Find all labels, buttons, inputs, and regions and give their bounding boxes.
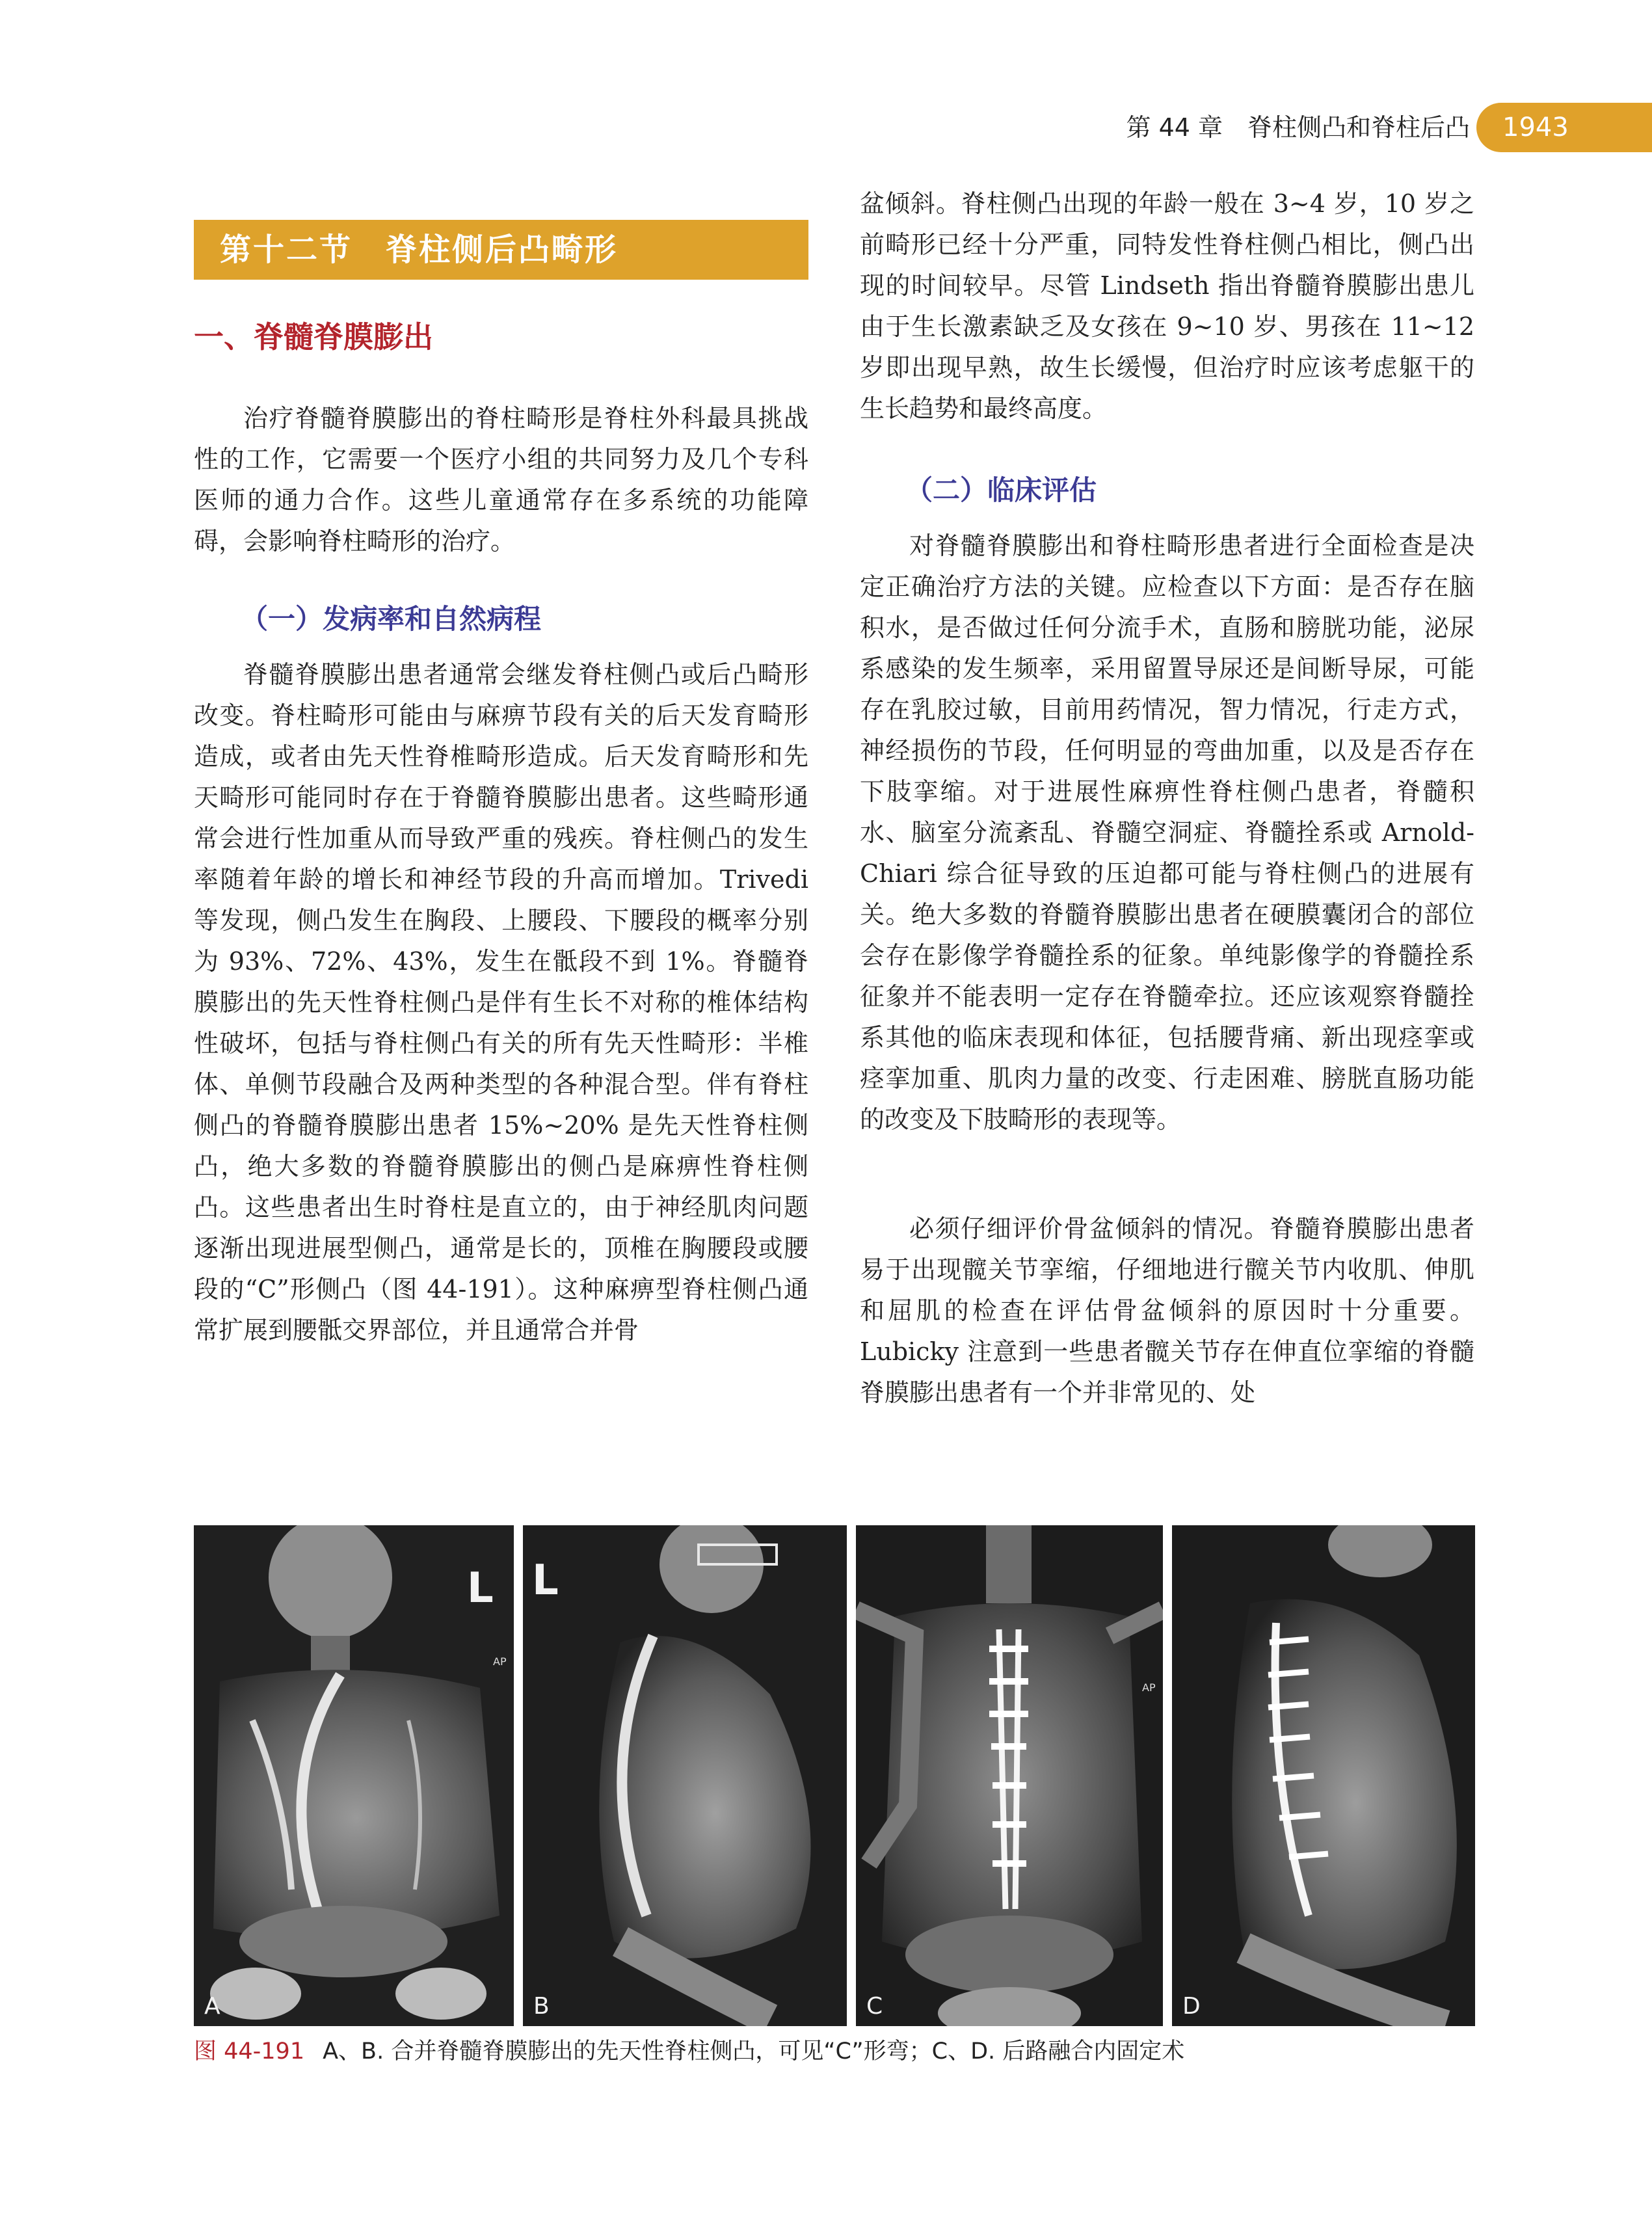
xray-panel-b	[523, 1525, 847, 2026]
side-marker-b: L	[532, 1556, 559, 1605]
page-number-tab	[1476, 103, 1652, 152]
caption-label: 图 44-191	[194, 2038, 305, 2064]
paragraph-incidence: 脊髓脊膜膨出患者通常会继发脊柱侧凸或后凸畸形改变。脊柱畸形可能由与麻痹节段有关的后天发育畸形造成，或者由先天性脊椎畸形造成。后天发育畸形和先天畸形可能同时存在于脊髓脊膜膨出患者。这些畸形通常会进行性加重从而导致严重的残疾。脊柱侧凸的发生率随着年龄的增长和神经节段的升高而增加。Trivedi 等发现，侧凸发生在胸段、上腰段、下腰段的概率分别为 93%、72%、43%，发生在骶段不到 1%。脊髓脊膜膨出的先天性脊柱侧凸是伴有生长不对称的椎体结构性破坏，包括与脊柱侧凸有关的所有先天性畸形：半椎体、单侧节段融合及两种类型的各种混合型。伴有脊柱侧凸的脊髓脊膜膨出患者 15%~20% 是先天性脊柱侧凸，绝大多数的脊髓脊膜膨出的侧凸是麻痹性脊柱侧凸。这些患者出生时脊柱是直立的，由于神经肌肉问题逐渐出现进展型侧凸，通常是长的，顶椎在胸腰段或腰段的“C”形侧凸（图 44-191）。这种麻痹型脊柱侧凸通常扩展到腰骶交界部位，并且通常合并骨	[194, 660, 808, 1344]
section-title-bar	[194, 220, 808, 280]
side-marker-a: L	[467, 1564, 494, 1612]
running-header-chapter: 第 44 章 脊柱侧凸和脊柱后凸	[1126, 113, 1470, 142]
view-label-a: AP	[493, 1655, 507, 1668]
subheading-clinical-evaluation: （二）临床评估	[905, 474, 1097, 506]
caption-text: A、B. 合并脊髓脊膜膨出的先天性脊柱侧凸，可见“C”形弯；C、D. 后路融合内固定术	[323, 2038, 1185, 2064]
subheading-incidence: （一）发病率和自然病程	[241, 603, 542, 635]
xray-panel-c	[856, 1525, 1163, 2026]
paragraph-continuation: 盆倾斜。脊柱侧凸出现的年龄一般在 3~4 岁，10 岁之前畸形已经十分严重，同特发性脊柱侧凸相比，侧凸出现的时间较早。尽管 Lindseth 指出脊髓脊膜膨出患儿由于生长激素缺乏及女孩在 9~10 岁、男孩在 11~12 岁即出现早熟，故生长缓慢，但治疗时应该考虑躯干的生长趋势和最终高度。	[860, 189, 1474, 423]
xray-image-c	[856, 1525, 1163, 2026]
view-label-c: AP	[1142, 1681, 1156, 1694]
panel-letter-b: B	[533, 1993, 550, 2020]
panel-letter-a: A	[204, 1993, 220, 2020]
xray-image-a	[194, 1525, 514, 2026]
paragraph-clinical-evaluation: 对脊髓脊膜膨出和脊柱畸形患者进行全面检查是决定正确治疗方法的关键。应检查以下方面：是否存在脑积水，是否做过任何分流手术，直肠和膀胱功能，泌尿系感染的发生频率，采用留置导尿还是间断导尿，可能存在乳胶过敏，目前用药情况，智力情况，行走方式，神经损伤的节段，任何明显的弯曲加重，以及是否存在下肢挛缩。对于进展性麻痹性脊柱侧凸患者，脊髓积水、脑室分流紊乱、脊髓空洞症、脊髓拴系或 Arnold-Chiari 综合征导致的压迫都可能与脊柱侧凸的进展有关。绝大多数的脊髓脊膜膨出患者在硬膜囊闭合的部位会存在影像学脊髓拴系的征象。单纯影像学的脊髓拴系征象并不能表明一定存在脊髓牵拉。还应该观察脊髓拴系其他的临床表现和体征，包括腰背痛、新出现痉挛或痉挛加重、肌肉力量的改变、行走困难、膀胱直肠功能的改变及下肢畸形的表现等。	[860, 531, 1474, 1134]
fixation-rod-right	[1015, 1629, 1019, 1909]
xray-image-d	[1172, 1525, 1475, 2026]
panel-letter-c: C	[866, 1993, 883, 2020]
xray-panel-d	[1172, 1525, 1475, 2026]
page-number: 1943	[1502, 113, 1569, 142]
figure-caption	[194, 2035, 1475, 2068]
torso-shape	[213, 1670, 500, 1939]
section-title: 第十二节 脊柱侧后凸畸形	[220, 232, 619, 268]
heading-myelomeningocele: 一、脊髓脊膜膨出	[194, 319, 433, 354]
paragraph-intro: 治疗脊髓脊膜膨出的脊柱畸形是脊柱外科最具挑战性的工作，它需要一个医疗小组的共同努力及几个专科医师的通力合作。这些儿童通常存在多系统的功能障碍，会影响脊柱畸形的治疗。	[194, 404, 808, 555]
xray-image-b	[523, 1525, 847, 2026]
paragraph-pelvic-obliquity: 必须仔细评价骨盆倾斜的情况。脊髓脊膜膨出患者易于出现髋关节挛缩，仔细地进行髋关节内收肌、伸肌和屈肌的检查在评估骨盆倾斜的原因时十分重要。Lubicky 注意到一些患者髋关节存在伸直位挛缩的脊髓脊膜膨出患者有一个并非常见的、处	[860, 1214, 1474, 1407]
panel-letter-d: D	[1182, 1993, 1201, 2020]
figure-44-191	[194, 1525, 1475, 2026]
xray-panel-a	[194, 1525, 514, 2026]
